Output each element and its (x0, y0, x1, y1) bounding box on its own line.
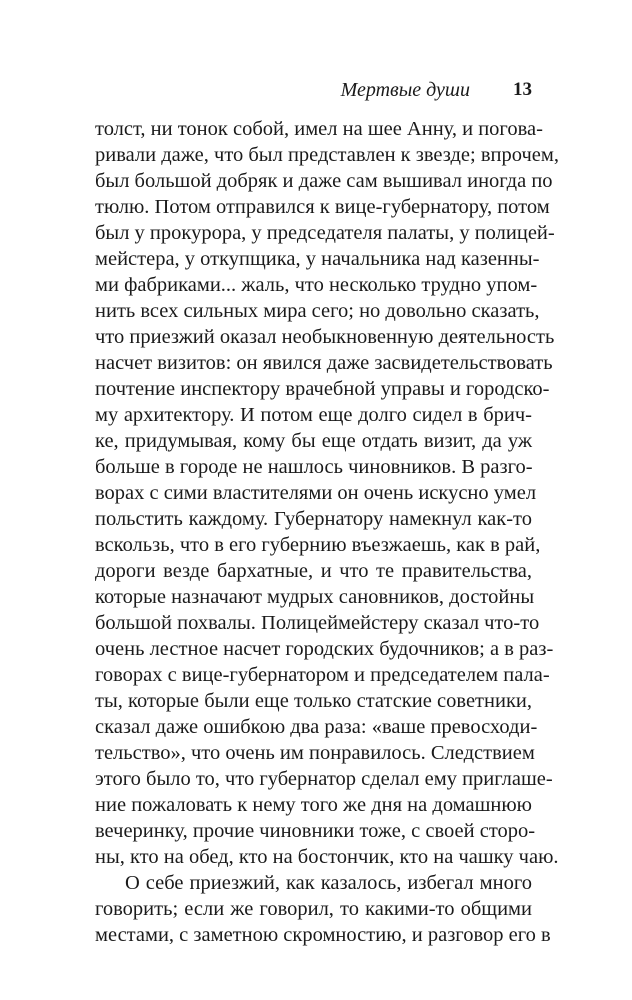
text-line: что приезжий оказал необыкновенную деятельность (95, 326, 555, 348)
text-line: толст, ни тонок собой, имел на шее Анну, и погова- (95, 118, 543, 140)
text-line: тельство», что очень им понравилось. Следствием (95, 742, 535, 764)
text-line: этого было то, что губернатор сделал ему приглаше- (95, 768, 553, 790)
text-line: почтение инспектору врачебной управы и городско- (95, 378, 550, 400)
body-text (95, 116, 559, 948)
text-line: говорить; если же говорил, то какими-то общими (95, 898, 532, 920)
text-line: местами, с заметною скромностию, и разговор его в (95, 924, 551, 946)
text-line: ми фабриками... жаль, что несколько трудно упом- (95, 274, 538, 296)
text-line: му архитектору. И потом еще долго сидел в брич- (95, 404, 532, 426)
text-line: ты, которые были еще только статские советники, (95, 690, 532, 712)
paragraph (95, 870, 551, 948)
text-line: большой похвалы. Полицеймейстеру сказал что-то (95, 612, 540, 634)
text-line: ны, кто на обед, кто на бостончик, кто на чашку чаю. (95, 846, 559, 868)
running-header (95, 75, 532, 105)
text-line: польстить каждому. Губернатору намекнул как-то (95, 508, 532, 530)
text-line: насчет визитов: он явился даже засвидетельствовать (95, 352, 553, 374)
text-line: больше в городе не нашлось чиновников. В разго- (95, 456, 533, 478)
text-line: дороги везде бархатные, и что те правительства, (95, 560, 532, 582)
text-line: был у прокурора, у председателя палаты, у полицей- (95, 222, 555, 244)
text-line: тюлю. Потом отправился к вице-губернатору, потом (95, 196, 550, 218)
text-line: был большой добряк и даже сам вышивал иногда по (95, 170, 553, 192)
text-line: говорах с вице-губернатором и председателем пала- (95, 664, 550, 686)
text-line: очень лестное насчет городских будочников; а в раз- (95, 638, 554, 660)
text-line: нить всех сильных мира сего; но довольно сказать, (95, 300, 540, 322)
running-title: Мертвые души (340, 79, 470, 101)
text-line: О себе приезжий, как казалось, избегал много (125, 872, 532, 894)
text-line: ние пожаловать к нему того же дня на домашнюю (95, 794, 532, 816)
text-line: ворах с сими властителями он очень искусно умел (95, 482, 537, 504)
text-line: которые назначают мудрых сановников, достойны (95, 586, 535, 608)
text-line: вскользь, что в его губернию въезжаешь, как в рай, (95, 534, 541, 556)
text-line: мейстера, у откупщика, у начальника над казенны- (95, 248, 540, 270)
paragraph (95, 116, 559, 870)
text-line: ривали даже, что был представлен к звезде; впрочем, (95, 144, 559, 166)
text-line: вечеринку, прочие чиновники тоже, с своей сторо- (95, 820, 536, 842)
text-line: сказал даже ошибкою два раза: «ваше превосходи- (95, 716, 538, 738)
page-number: 13 (513, 79, 532, 100)
text-line: ке, придумывая, кому бы еще отдать визит, да уж (95, 430, 532, 452)
